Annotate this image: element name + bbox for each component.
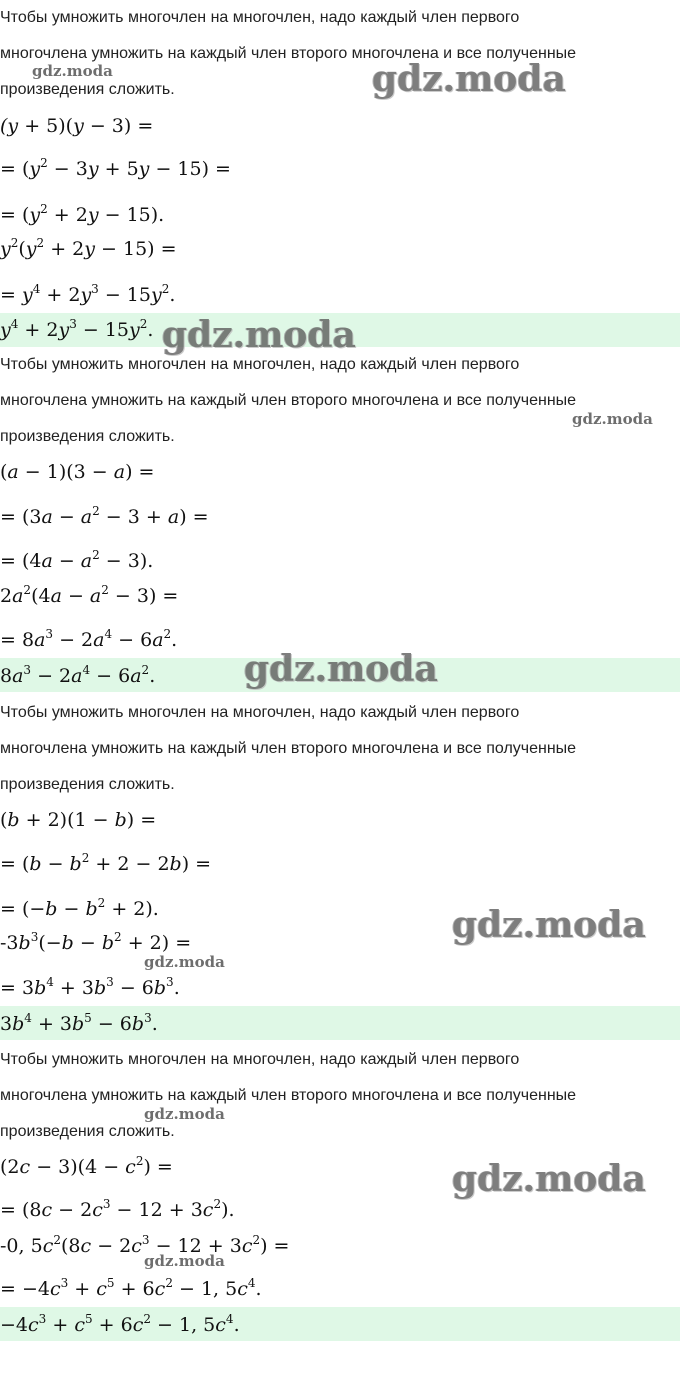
math-line: (y + 5)(y − 3) = <box>0 115 154 137</box>
math-line: $(2c - 3)(4 - c^2)$ = <box>0 1154 173 1178</box>
watermark-logo: gdz.moda <box>144 1105 225 1123</box>
math-line: = $(3a - a^2 - 3 + a)$ = <box>0 504 209 528</box>
answer-line: $y^4 + 2y^3 - 15y^2$. <box>0 317 154 341</box>
math-line: = $y^4 + 2y^3 - 15y^2$. <box>0 282 176 306</box>
math-line: = $(b - b^2 + 2 - 2b)$ = <box>0 851 212 875</box>
watermark-logo: gdz.moda <box>144 1252 225 1270</box>
rule-text: Чтобы умножить многочлен на многочлен, надо каждый член первого <box>0 1051 520 1068</box>
rule-text: произведения сложить. <box>0 1123 175 1140</box>
math-line: (b + 2)(1 − b) = <box>0 809 157 831</box>
math-line: $-3b^3(-b - b^2 + 2)$ = <box>0 930 192 954</box>
math-line: $2a^2(4a - a^2 - 3)$ = <box>0 583 179 607</box>
answer-line: $8a^3 - 2a^4 - 6a^2$. <box>0 663 156 687</box>
math-line: (a − 1)(3 − a) = <box>0 461 155 483</box>
math-line: = $(8c - 2c^3 - 12 + 3c^2)$. <box>0 1197 235 1221</box>
math-line: = $3b^4 + 3b^3 - 6b^3$. <box>0 975 180 999</box>
watermark-logo: gdz.moda <box>32 62 113 80</box>
watermark-logo: gdz.moda <box>572 410 653 428</box>
answer-line: $3b^4 + 3b^5 - 6b^3$. <box>0 1011 158 1035</box>
rule-text: многочлена умножить на каждый член второго многочлена и все полученные <box>0 45 577 62</box>
math-line: = $-4c^3 + c^5 + 6c^2 - 1$, $5c^4$. <box>0 1276 262 1300</box>
rule-text: произведения сложить. <box>0 81 175 98</box>
rule-text: многочлена умножить на каждый член второго многочлена и все полученные <box>0 392 577 409</box>
rule-text: Чтобы умножить многочлен на многочлен, надо каждый член первого <box>0 9 520 26</box>
rule-text: Чтобы умножить многочлен на многочлен, надо каждый член первого <box>0 356 520 373</box>
math-line: = $8a^3 - 2a^4 - 6a^2$. <box>0 627 178 651</box>
watermark-logo: gdz.moda <box>144 953 225 971</box>
math-line: -0, $5c^2(8c - 2c^3 - 12 + 3c^2)$ = <box>0 1233 290 1257</box>
rule-text: многочлена умножить на каждый член второго многочлена и все полученные <box>0 1087 577 1104</box>
rule-text: Чтобы умножить многочлен на многочлен, надо каждый член первого <box>0 704 520 721</box>
watermark-logo: gdz.moda <box>372 58 566 100</box>
rule-text: многочлена умножить на каждый член второго многочлена и все полученные <box>0 740 577 757</box>
math-line: = $(y^2 + 2y - 15)$. <box>0 202 165 226</box>
watermark-logo: gdz.moda <box>162 314 356 356</box>
rule-text: произведения сложить. <box>0 428 175 445</box>
answer-line: $-4c^3 + c^5 + 6c^2 - 1$, $5c^4$. <box>0 1312 240 1336</box>
math-line: = $(-b - b^2 + 2)$. <box>0 896 159 920</box>
math-line: $y^2(y^2 + 2y - 15)$ = <box>0 236 177 260</box>
math-line: = $(y^2 - 3y + 5y - 15)$ = <box>0 156 231 180</box>
watermark-logo: gdz.moda <box>452 1158 646 1200</box>
watermark-logo: gdz.moda <box>452 904 646 946</box>
watermark-logo: gdz.moda <box>244 648 438 690</box>
math-line: = $(4a - a^2 - 3)$. <box>0 548 154 572</box>
rule-text: произведения сложить. <box>0 776 175 793</box>
